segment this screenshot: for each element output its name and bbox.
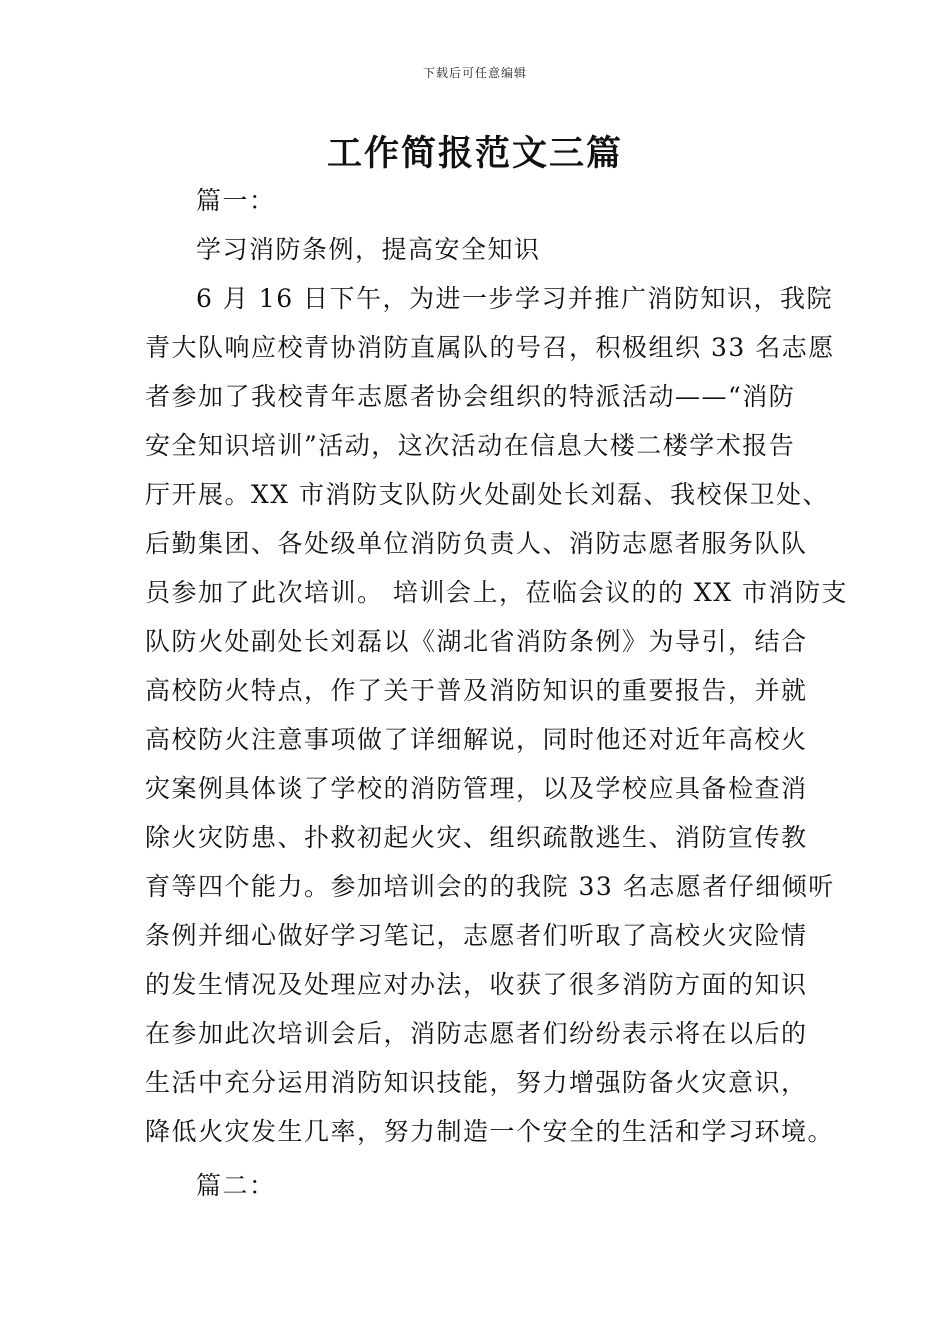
paragraph-line: 青大队响应校青协消防直属队的号召，积极组织 33 名志愿 [145,333,835,362]
document-body [145,176,848,1210]
paragraph-line: 条例并细心做好学习笔记，志愿者们听取了高校火灾险情 [145,921,808,950]
paragraph-line: 后勤集团、各处级单位消防负责人、消防志愿者服务队队 [145,529,808,558]
paragraph-line: 安全知识培训”活动，这次活动在信息大楼二楼学术报告 [145,431,796,460]
paragraph-line: 生活中充分运用消防知识技能，努力增强防备火灾意识， [145,1068,808,1097]
header-note: 下载后可任意编辑 [422,66,527,80]
paragraph-line: 6 月 16 日下午，为进一步学习并推广消防知识，我院 [196,284,834,313]
paragraph-line: 育等四个能力。参加培训会的的我院 33 名志愿者仔细倾听 [145,872,835,901]
section-two-label: 篇二： [196,1171,276,1200]
paragraph-line: 的发生情况及处理应对办法，收获了很多消防方面的知识 [145,970,808,999]
paragraph-line: 灾案例具体谈了学校的消防管理，以及学校应具备检查消 [145,774,808,803]
paragraph-line: 在参加此次培训会后，消防志愿者们纷纷表示将在以后的 [145,1019,808,1048]
paragraph-line: 高校防火注意事项做了详细解说，同时他还对近年高校火 [145,725,808,754]
document-title: 工作简报范文三篇 [326,134,623,174]
paragraph-line: 员参加了此次培训。 培训会上，莅临会议的的 XX 市消防支 [145,578,848,607]
paragraph-line: 除火灾防患、扑救初起火灾、组织疏散逃生、消防宣传教 [145,823,808,852]
section-one-paragraph [145,274,848,1156]
paragraph-line: 高校防火特点，作了关于普及消防知识的重要报告，并就 [145,676,808,705]
section-one-label: 篇一： [196,186,276,215]
paragraph-line: 降低火灾发生几率，努力制造一个安全的生活和学习环境。 [145,1117,835,1146]
paragraph-line: 队防火处副处长刘磊以《湖北省消防条例》为导引，结合 [145,627,808,656]
section-one-subtitle: 学习消防条例，提高安全知识 [196,235,541,264]
paragraph-line: 厅开展。XX 市消防支队防火处副处长刘磊、我校保卫处、 [145,480,830,509]
paragraph-line: 者参加了我校青年志愿者协会组织的特派活动——“消防 [145,382,796,411]
